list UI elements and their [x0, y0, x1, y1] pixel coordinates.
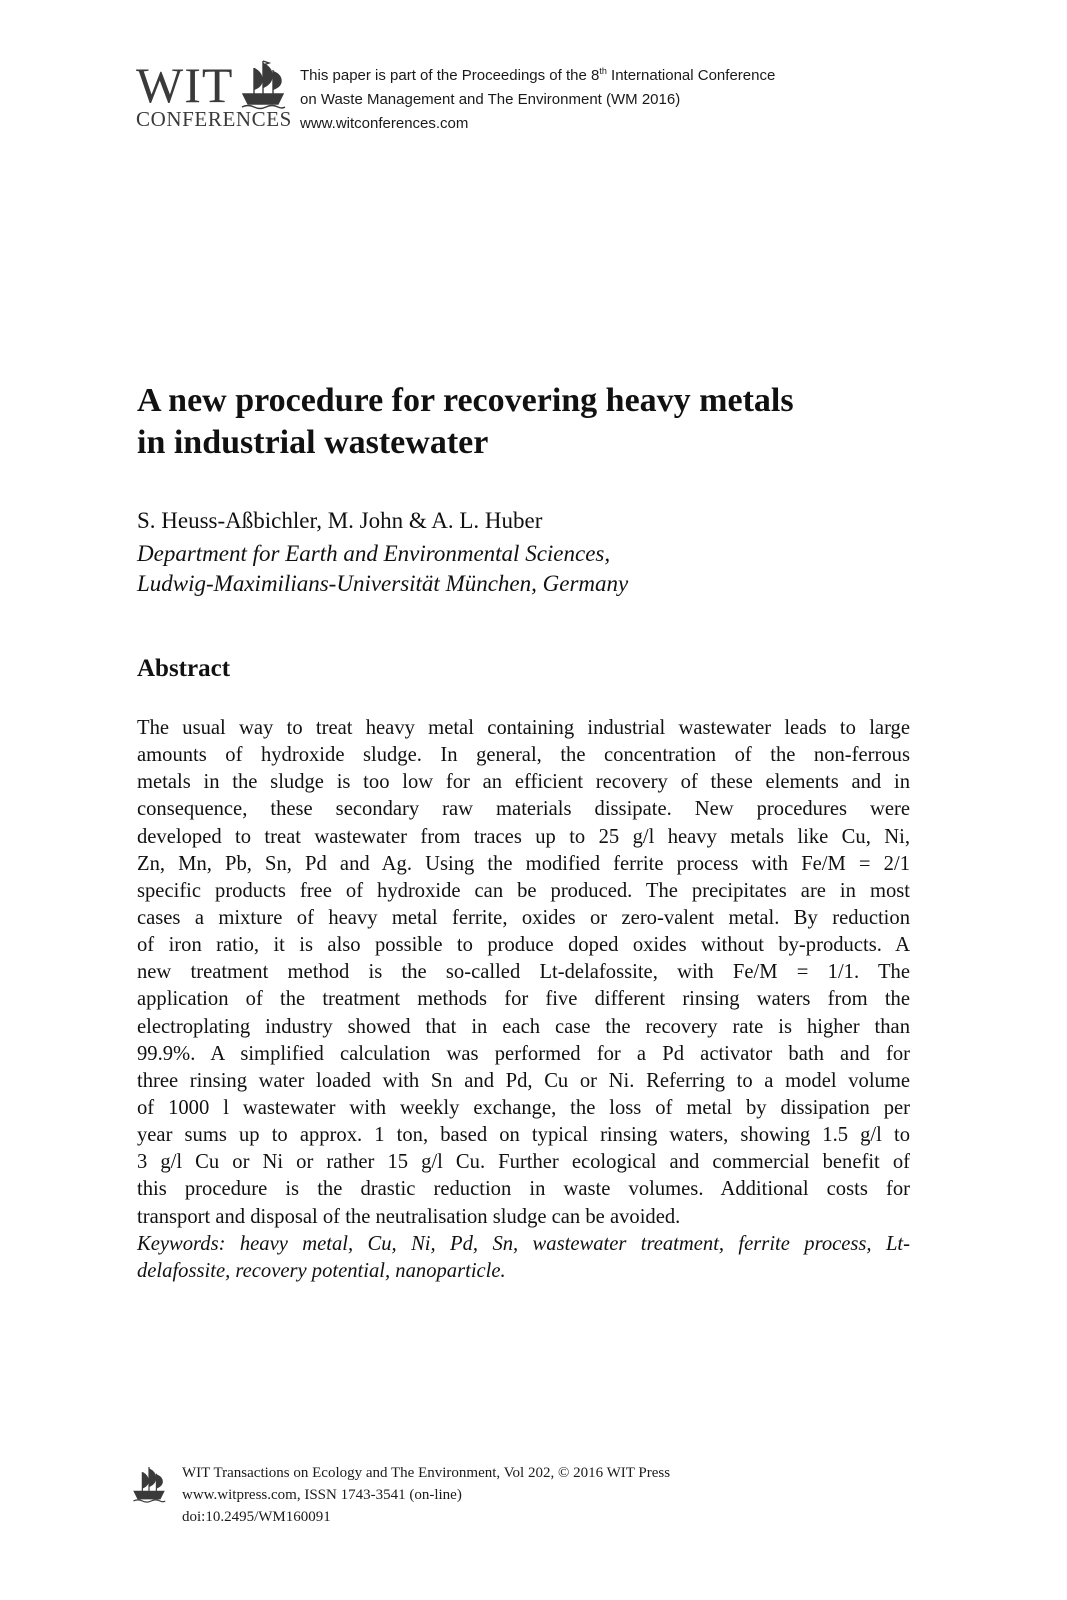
abstract-line: application of the treatment methods for five different rinsing waters from the [137, 988, 910, 1011]
conference-header [136, 58, 936, 138]
affiliation [137, 539, 628, 599]
publication-footer [132, 1462, 932, 1552]
abstract-line: amounts of hydroxide sludge. In general, the concentration of the non-ferrous [137, 744, 910, 767]
abstract-line: consequence, these secondary raw materials dissipate. New procedures were [137, 798, 910, 821]
wit-conferences-logo [136, 58, 296, 134]
paper-title [137, 380, 937, 464]
abstract-line: transport and disposal of the neutralisation sludge can be avoided. [137, 1205, 681, 1228]
abstract-heading: Abstract [137, 655, 231, 682]
abstract-line: Zn, Mn, Pb, Sn, Pd and Ag. Using the modified ferrite process with Fe/M = 2/1 [137, 852, 910, 875]
abstract-line: metals in the sludge is too low for an efficient recovery of these elements and in [137, 771, 910, 794]
title-line-1: A new procedure for recovering heavy metals [137, 382, 794, 419]
authors: S. Heuss-Aßbichler, M. John & A. L. Huber [137, 508, 543, 533]
footer-journal-line: WIT Transactions on Ecology and The Environment, Vol 202, © 2016 WIT Press [182, 1465, 671, 1481]
notice-line-2: on Waste Management and The Environment (WM 2016) [300, 91, 681, 108]
abstract-line: specific products free of hydroxide can be produced. The precipitates are in most [137, 879, 910, 902]
abstract-line: 3 g/l Cu or Ni or rather 15 g/l Cu. Further ecological and commercial benefit of [137, 1151, 910, 1174]
abstract-line: developed to treat wastewater from traces up to 25 g/l heavy metals like Cu, Ni, [137, 825, 910, 848]
footer-doi[interactable]: doi:10.2495/WM160091 [182, 1509, 331, 1525]
keywords-line-1: Keywords: heavy metal, Cu, Ni, Pd, Sn, wastewater treatment, ferrite process, Lt- [137, 1232, 910, 1255]
abstract-line: new treatment method is the so-called Lt-delafossite, with Fe/M = 1/1. The [137, 961, 910, 984]
logo-wordmark: WIT [136, 57, 234, 113]
abstract-line: electroplating industry showed that in each case the recovery rate is higher than [137, 1015, 910, 1038]
conference-website-link[interactable]: www.witconferences.com [300, 115, 469, 132]
abstract-line: 99.9%. A simplified calculation was performed for a Pd activator bath and for [137, 1042, 910, 1065]
keywords-line-2: delafossite, recovery potential, nanoparticle. [137, 1259, 506, 1282]
footer-publisher-link[interactable]: www.witpress.com, ISSN 1743-3541 (on-line) [182, 1487, 462, 1503]
affiliation-line-1: Department for Earth and Environmental Sciences, [137, 541, 611, 566]
abstract-line: The usual way to treat heavy metal containing industrial wastewater leads to large [137, 717, 910, 739]
abstract-line: three rinsing water loaded with Sn and Pd, Cu or Ni. Referring to a model volume [137, 1069, 910, 1092]
logo-subtitle: CONFERENCES [136, 107, 292, 131]
abstract-body [137, 715, 910, 1285]
notice-line-1: This paper is part of the Proceedings of the 8th International Conference [300, 66, 776, 84]
footer-citation [182, 1462, 670, 1528]
abstract-line: cases a mixture of heavy metal ferrite, oxides or zero-valent metal. By reduction [137, 906, 910, 929]
abstract-line: this procedure is the drastic reduction in waste volumes. Additional costs for [137, 1178, 910, 1201]
ship-icon [132, 1464, 166, 1504]
title-line-2: in industrial wastewater [137, 424, 489, 461]
abstract-line: year sums up to approx. 1 ton, based on typical rinsing waters, showing 1.5 g/l to [137, 1124, 910, 1147]
ship-icon [240, 58, 286, 110]
affiliation-line-2: Ludwig-Maximilians-Universität München, Germany [137, 571, 629, 596]
abstract-line: of 1000 l wastewater with weekly exchange, the loss of metal by dissipation per [137, 1096, 910, 1119]
abstract-line: of iron ratio, it is also possible to produce doped oxides without by-products. A [137, 934, 910, 957]
proceedings-notice [300, 64, 775, 136]
